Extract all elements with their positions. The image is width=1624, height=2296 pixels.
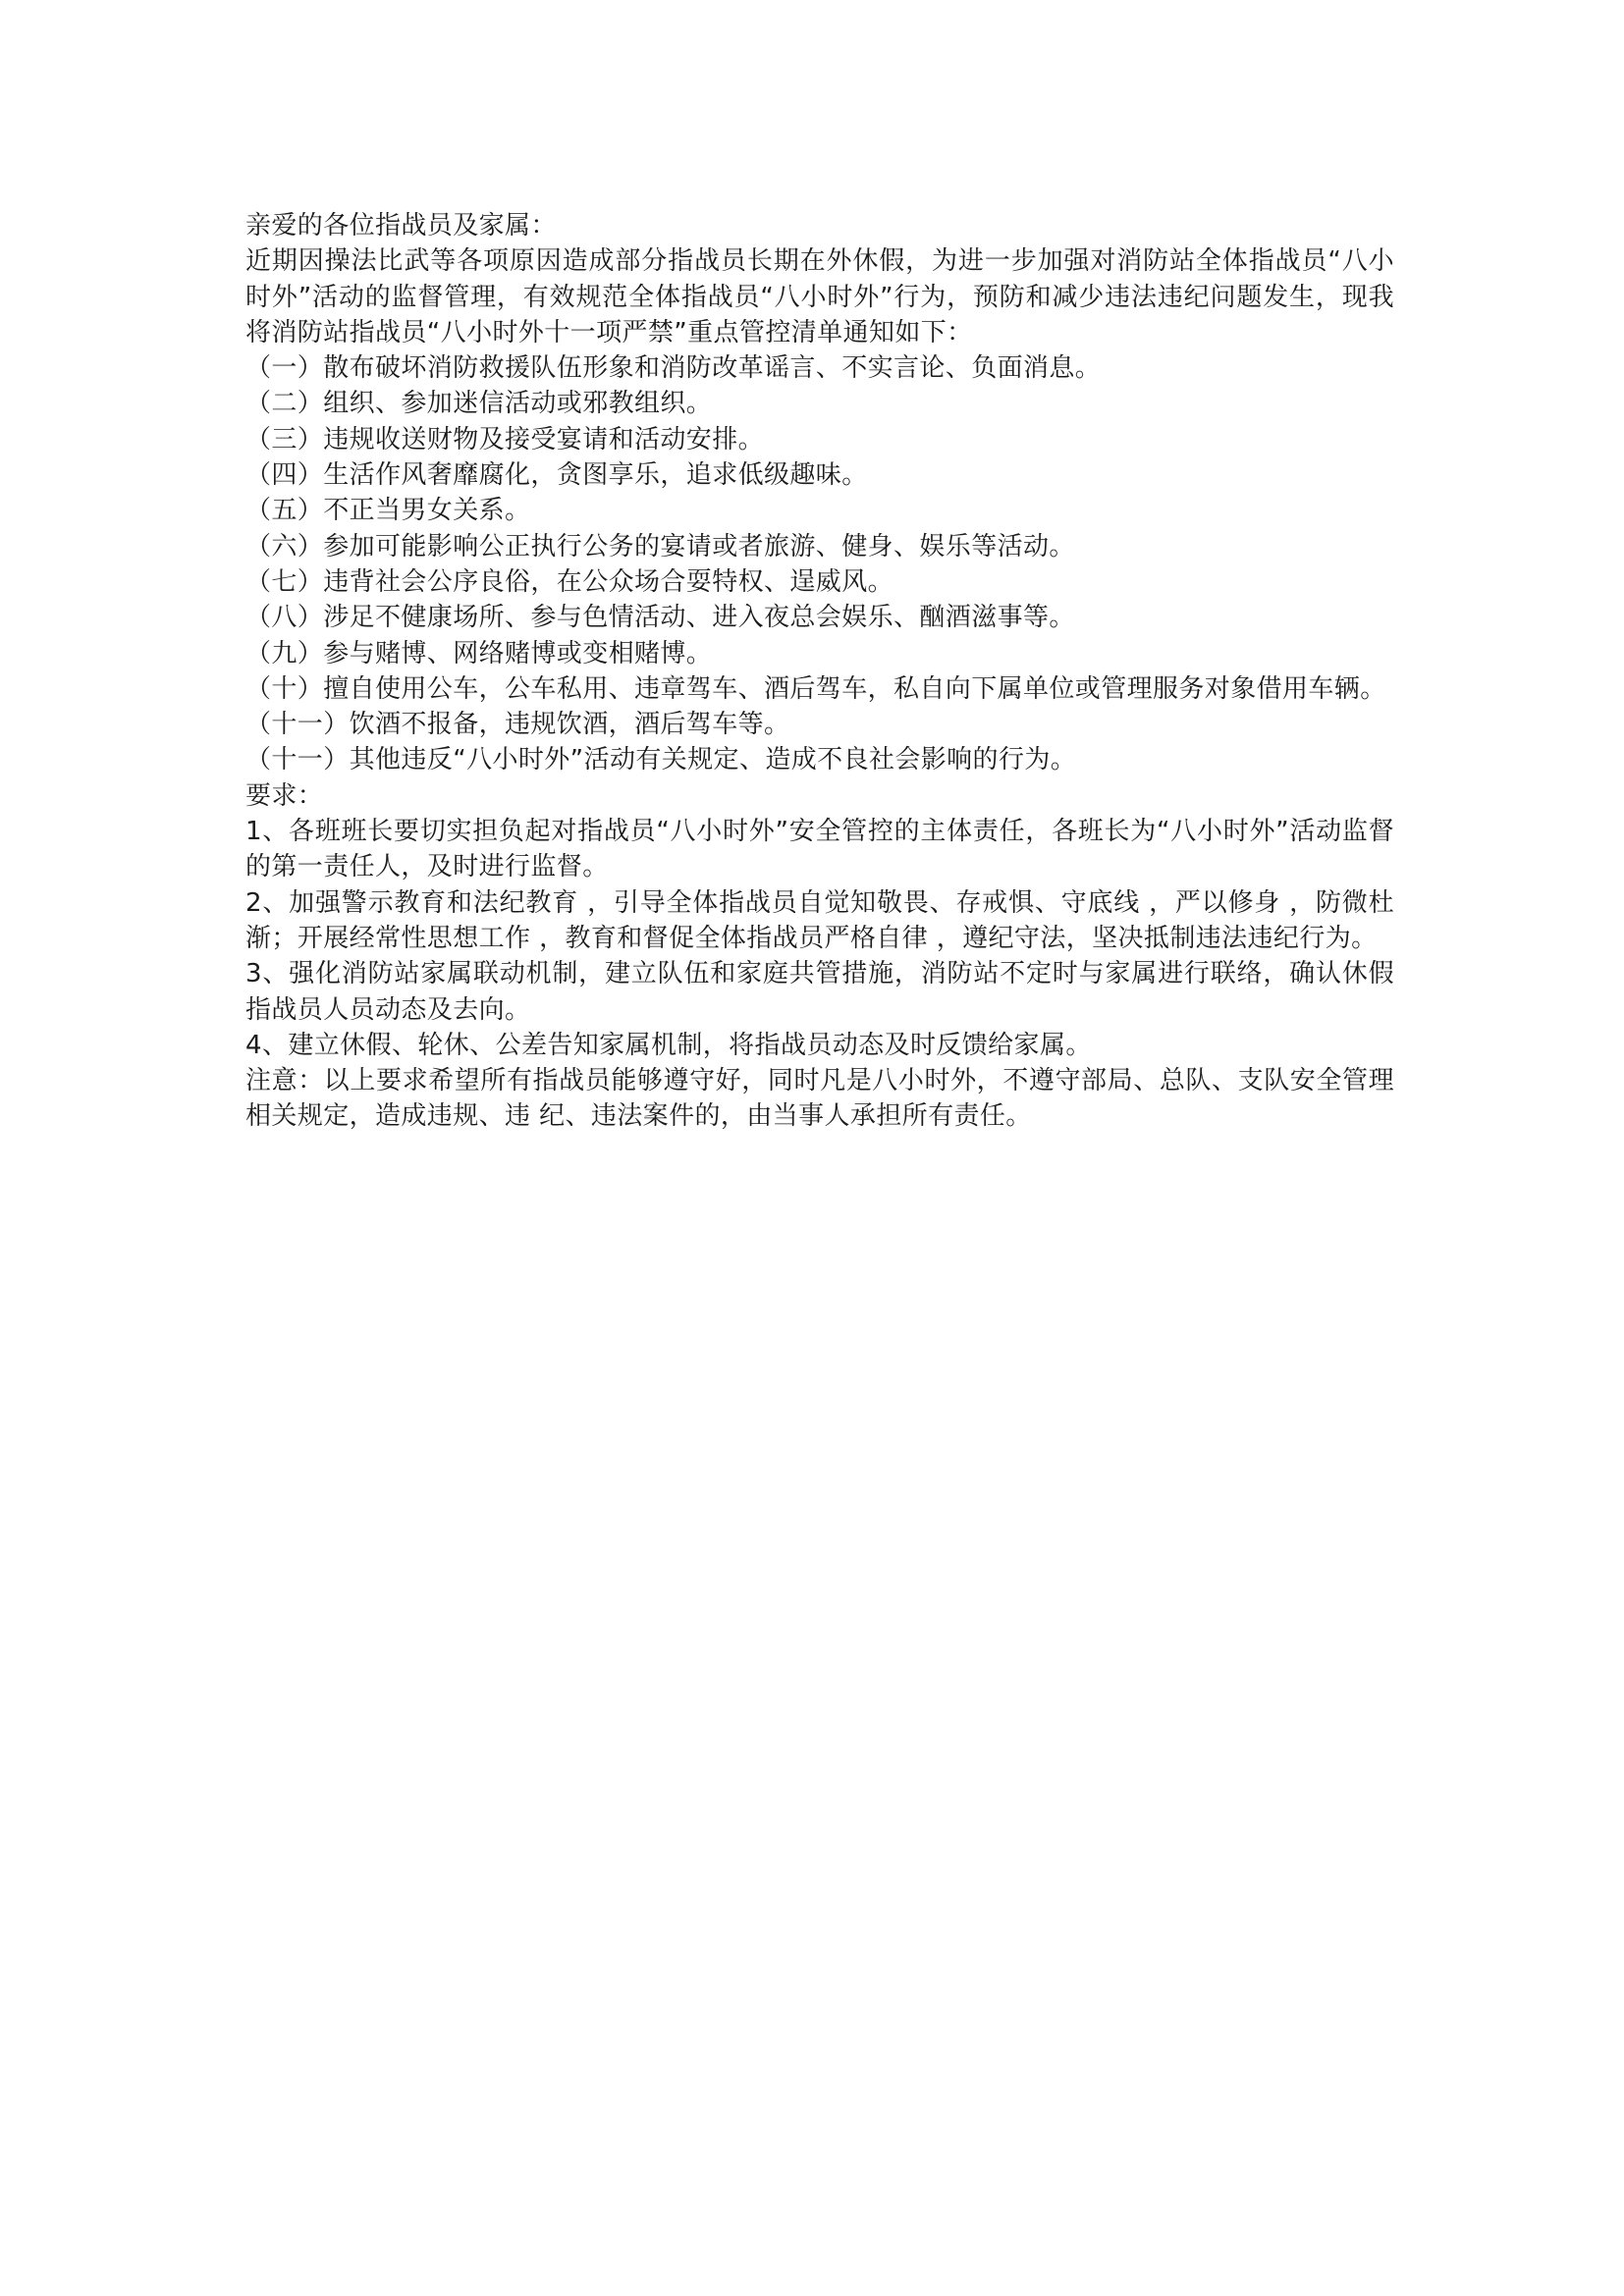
prohibition-item: （十）擅自使用公车，公车私用、违章驾车、酒后驾车，私自向下属单位或管理服务对象借用车辆。 [245,673,1386,704]
intro-paragraph: 近期因操法比武等各项原因造成部分指战员长期在外休假，为进一步加强对消防站全体指战员“八小时外”活动的监督管理，有效规范全体指战员“八小时外”行为，预防和减少违法违纪问题发生，现我将消防站指战员“八小时外十一项严禁”重点管控清单通知如下： [245,246,1394,347]
prohibition-item: （八）涉足不健康场所、参与色情活动、进入夜总会娱乐、酗酒滋事等。 [245,603,1075,633]
prohibition-item: （一）散布破坏消防救援队伍形象和消防改革谣言、不实言论、负面消息。 [245,353,1102,384]
prohibition-item: （四）生活作风奢靡腐化，贪图享乐，追求低级趣味。 [245,460,868,491]
prohibition-item: （七）违背社会公序良俗，在公众场合耍特权、逞威风。 [245,566,894,597]
note-paragraph: 注意：以上要求希望所有指战员能够遵守好，同时凡是八小时外，不遵守部局、总队、支队安全管理相关规定，造成违规、违 纪、违法案件的，由当事人承担所有责任。 [245,1066,1394,1132]
document-body [245,208,1394,1135]
prohibition-item: （二）组织、参加迷信活动或邪教组织。 [245,389,713,419]
requirement-item: 2、加强警示教育和法纪教育 ，引导全体指战员自觉知敬畏、存戒惧、守底线 ，严以修身 ，防微杜渐；开展经常性思想工作 ，教育和督促全体指战员严格自律 ，遵纪守法，坚决抵制违法违纪行为。 [245,887,1394,953]
prohibition-item: （九）参与赌博、网络赌博或变相赌博。 [245,638,713,668]
requirement-item: 3、强化消防站家属联动机制，建立队伍和家庭共管措施，消防站不定时与家属进行联络，确认休假指战员人员动态及去向。 [245,959,1394,1025]
prohibition-item: （五）不正当男女关系。 [245,496,531,526]
prohibition-item: （十一）其他违反“八小时外”活动有关规定、造成不良社会影响的行为。 [245,745,1077,775]
requirements-heading: 要求： [245,780,324,811]
requirement-item: 1、各班班长要切实担负起对指战员“八小时外”安全管控的主体责任，各班长为“八小时外”活动监督的第一责任人，及时进行监督。 [245,817,1394,882]
prohibition-item: （三）违规收送财物及接受宴请和活动安排。 [245,424,765,454]
requirement-item: 4、建立休假、轮休、公差告知家属机制，将指战员动态及时反馈给家属。 [245,1030,1092,1060]
greeting: 亲爱的各位指战员及家属： [245,211,557,240]
prohibition-item: （六）参加可能影响公正执行公务的宴请或者旅游、健身、娱乐等活动。 [245,531,1075,561]
prohibition-item: （十一）饮酒不报备，违规饮酒，酒后驾车等。 [245,710,790,740]
